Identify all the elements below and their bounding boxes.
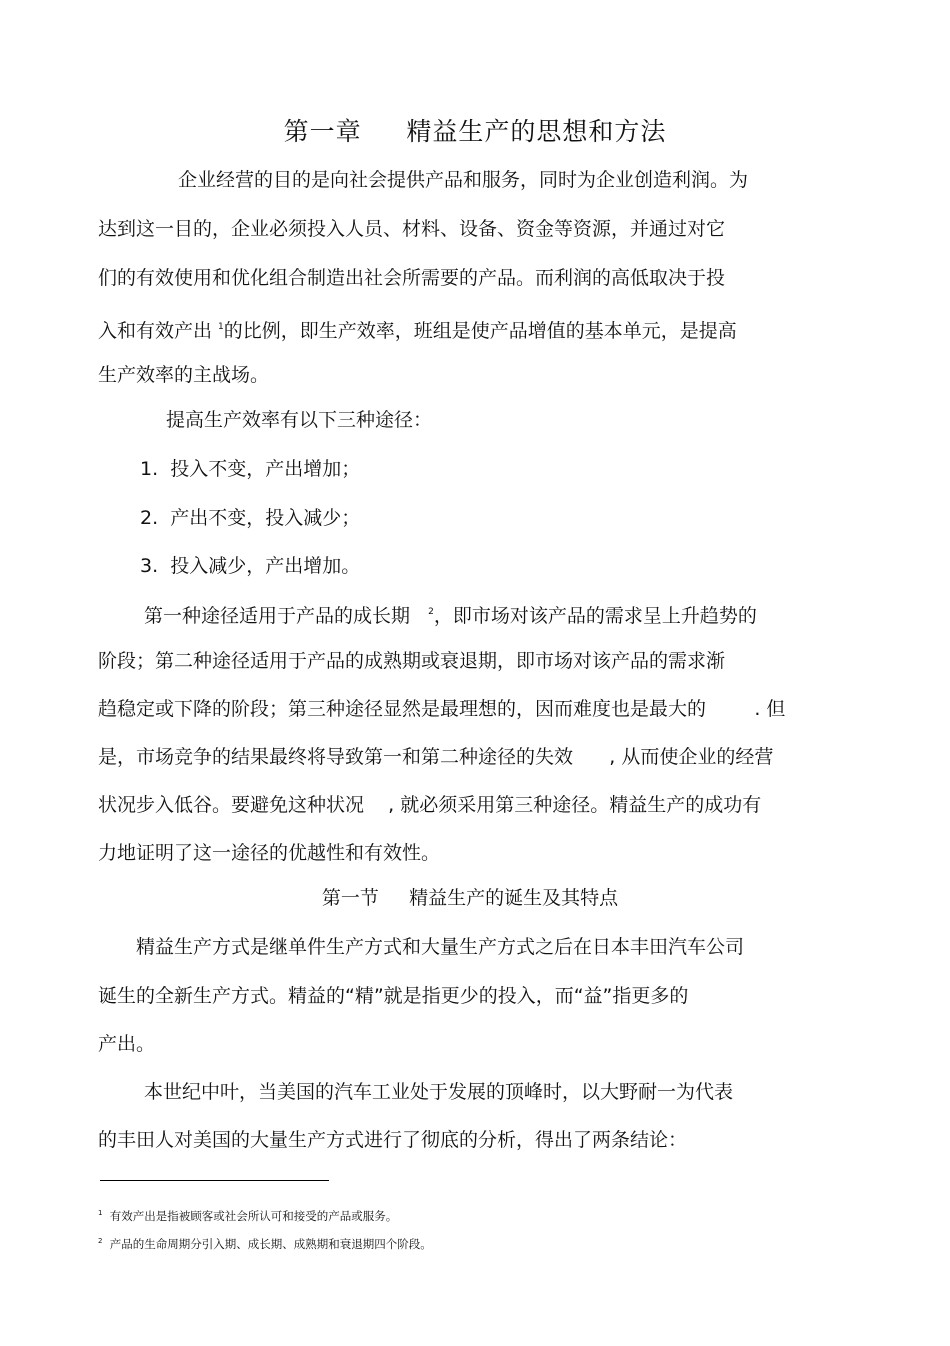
para3-line1: 精益生产方式是继单件生产方式和大量生产方式之后在日本丰田汽车公司 bbox=[136, 936, 745, 958]
footnote-1 bbox=[98, 1206, 397, 1223]
intro-line: 提高生产效率有以下三种途径： bbox=[166, 409, 433, 431]
list-item-1: 1. 投入不变，产出增加； bbox=[140, 458, 361, 480]
footnote-1-text: 有效产出是指被顾客或社会所认可和接受的产品或服务。 bbox=[109, 1209, 398, 1223]
chapter-title: 第一章 精益生产的思想和方法 bbox=[283, 117, 667, 146]
para4-line2: 的丰田人对美国的大量生产方式进行了彻底的分析，得出了两条结论： bbox=[98, 1129, 688, 1151]
para1-line2: 达到这一目的，企业必须投入人员、材料、设备、资金等资源，并通过对它 bbox=[98, 218, 726, 240]
para2-line5: 状况步入低谷。要避免这种状况 , 就必须采用第三种途径。精益生产的成功有 bbox=[98, 794, 762, 816]
footnote-1-mark: 1 bbox=[98, 1209, 103, 1217]
para2-line2: 阶段；第二种途径适用于产品的成熟期或衰退期，即市场对该产品的需求渐 bbox=[98, 650, 726, 672]
list-item-2: 2. 产出不变，投入减少； bbox=[140, 507, 361, 529]
para1-line5: 生产效率的主战场。 bbox=[98, 364, 270, 386]
section-title: 第一节 精益生产的诞生及其特点 bbox=[321, 887, 619, 909]
para2-line4: 是，市场竞争的结果最终将导致第一和第二种途径的失效 , 从而使企业的经营 bbox=[98, 746, 774, 768]
footnote-2-text: 产品的生命周期分引入期、成长期、成熟期和衰退期四个阶段。 bbox=[109, 1237, 432, 1251]
para4-line1: 本世纪中叶，当美国的汽车工业处于发展的顶峰时，以大野耐一为代表 bbox=[144, 1081, 734, 1103]
para1-line3: 们的有效使用和优化组合制造出社会所需要的产品。而利润的高低取决于投 bbox=[98, 267, 726, 289]
para2-line1-a: 第一种途径适用于产品的成长期 bbox=[144, 605, 429, 627]
footnote-ref-2: 2 bbox=[428, 607, 434, 617]
para1-line4-b: 的比例，即生产效率，班组是使产品增值的基本单元，是提高 bbox=[223, 320, 737, 342]
para1-line1: 企业经营的目的是向社会提供产品和服务，同时为企业创造利润。为 bbox=[178, 169, 749, 191]
list-item-3: 3. 投入减少，产出增加。 bbox=[140, 555, 361, 577]
para2-line6: 力地证明了这一途径的优越性和有效性。 bbox=[98, 842, 441, 864]
footnote-divider bbox=[100, 1180, 329, 1181]
para1-line4 bbox=[98, 315, 737, 343]
para3-line3: 产出。 bbox=[98, 1033, 156, 1055]
para1-line4-a: 入和有效产出 bbox=[98, 320, 219, 342]
para2-line3: 趋稳定或下降的阶段；第三种途径显然是最理想的，因而难度也是最大的 . 但 bbox=[98, 698, 786, 720]
footnote-ref-1: 1 bbox=[218, 322, 224, 332]
footnote-2 bbox=[98, 1234, 432, 1251]
para3-line2: 诞生的全新生产方式。精益的“精”就是指更少的投入，而“益”指更多的 bbox=[98, 985, 689, 1007]
footnote-2-mark: 2 bbox=[98, 1237, 103, 1245]
para2-line1 bbox=[144, 600, 757, 628]
para2-line1-b: ，即市场对该产品的需求呈上升趋势的 bbox=[433, 605, 757, 627]
